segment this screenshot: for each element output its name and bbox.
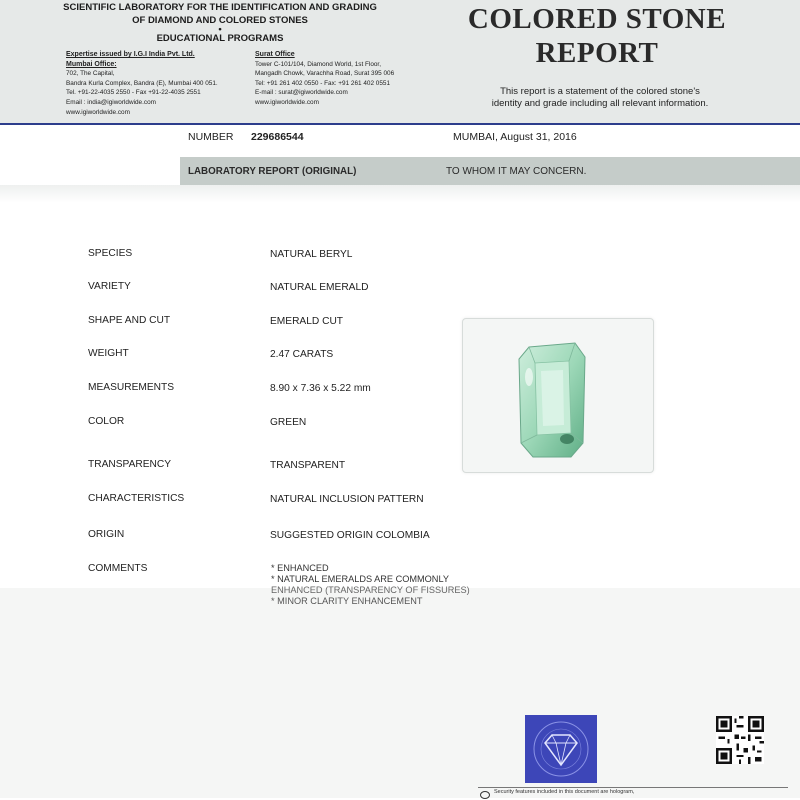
emerald-gem-image (463, 319, 653, 472)
field-label-weight: WEIGHT (88, 348, 129, 359)
paper-fold-shadow (0, 185, 800, 203)
hologram-seal (525, 715, 597, 783)
address-line: Bandra Kurla Complex, Bandra (E), Mumbai 400 051. (66, 79, 218, 87)
address-line: www.igiworldwide.com (255, 98, 319, 106)
security-note: Security features included in this document are hologram, (494, 789, 635, 795)
comment-line: * MINOR CLARITY ENHANCEMENT (271, 596, 423, 606)
field-label-characteristics: CHARACTERISTICS (88, 493, 185, 504)
address-line: Mangadh Chowk, Varachha Road, Surat 395 006 (255, 70, 395, 78)
number-label: NUMBER (188, 131, 234, 143)
expertise-title: Expertise issued by I.G.I India Pvt. Ltd. (66, 51, 195, 58)
report-title-line: COLORED STONE (467, 3, 727, 35)
lab-title-line: SCIENTIFIC LABORATORY FOR THE IDENTIFICATION AND GRADING (63, 2, 377, 13)
field-value-measurements: 8.90 x 7.36 x 5.22 mm (270, 383, 371, 394)
recipient-label: TO WHOM IT MAY CONCERN. (446, 166, 587, 177)
security-icon (480, 791, 490, 799)
field-value-color: GREEN (270, 417, 307, 428)
lab-title (0, 2, 440, 46)
lab-title-line: • (218, 24, 222, 35)
comment-line: ENHANCED (TRANSPARENCY OF FISSURES) (271, 585, 470, 595)
field-value-transparency: TRANSPARENT (270, 460, 346, 471)
stone-photo-frame (462, 318, 654, 473)
field-label-variety: VARIETY (88, 281, 131, 292)
field-value-shape-cut: EMERALD CUT (270, 316, 344, 327)
mumbai-office-address (66, 50, 218, 117)
comments-list (271, 563, 470, 607)
report-description (440, 86, 760, 110)
comment-line: * ENHANCED (271, 563, 329, 573)
report-type-label: LABORATORY REPORT (ORIGINAL) (188, 166, 357, 177)
address-line: Tel: +91 261 402 0550 - Fax: +91 261 402 0551 (255, 79, 391, 87)
field-label-measurements: MEASUREMENTS (88, 382, 175, 393)
field-label-transparency: TRANSPARENCY (88, 459, 172, 470)
field-value-weight: 2.47 CARATS (270, 349, 334, 360)
report-place-date: MUMBAI, August 31, 2016 (453, 131, 577, 143)
address-line: 702, The Capital, (66, 70, 115, 78)
diamond-hologram-icon (525, 715, 597, 783)
field-value-variety: NATURAL EMERALD (270, 282, 369, 293)
field-value-species: NATURAL BERYL (270, 249, 353, 260)
paper-fold-lower (0, 588, 800, 798)
report-number: 229686544 (251, 131, 304, 143)
address-line: Email : india@igiworldwide.com (66, 98, 156, 106)
comment-line: * NATURAL EMERALDS ARE COMMONLY (271, 574, 449, 584)
lab-title-line: EDUCATIONAL PROGRAMS (156, 33, 284, 44)
report-description-line: identity and grade including all relevant information. (491, 98, 709, 109)
surat-office-address (255, 50, 394, 108)
address-line: E-mail : surat@igiworldwide.com (255, 89, 348, 97)
field-value-origin: SUGGESTED ORIGIN COLOMBIA (270, 530, 430, 541)
field-label-color: COLOR (88, 416, 125, 427)
field-label-comments: COMMENTS (88, 563, 148, 574)
field-label-shape-cut: SHAPE AND CUT (88, 315, 171, 326)
field-label-species: SPECIES (88, 248, 133, 259)
address-line: Tower C-101/104, Diamond World, 1st Floor, (255, 60, 381, 68)
footer-divider (478, 787, 788, 788)
address-line: www.igiworldwide.com (66, 108, 130, 116)
address-line: Tel. +91-22-4035 2550 - Fax +91-22-4035 2551 (66, 89, 201, 97)
report-title-line: REPORT (535, 37, 659, 69)
qr-code-icon (716, 716, 764, 764)
lab-title-line: OF DIAMOND AND COLORED STONES (132, 14, 308, 26)
report-description-line: This report is a statement of the colored stone's (500, 86, 700, 97)
header-divider (0, 123, 800, 125)
surat-office-heading: Surat Office (255, 51, 295, 58)
field-value-characteristics: NATURAL INCLUSION PATTERN (270, 494, 424, 505)
report-title (432, 2, 762, 70)
mumbai-office-heading: Mumbai Office: (66, 60, 117, 68)
field-label-origin: ORIGIN (88, 529, 125, 540)
